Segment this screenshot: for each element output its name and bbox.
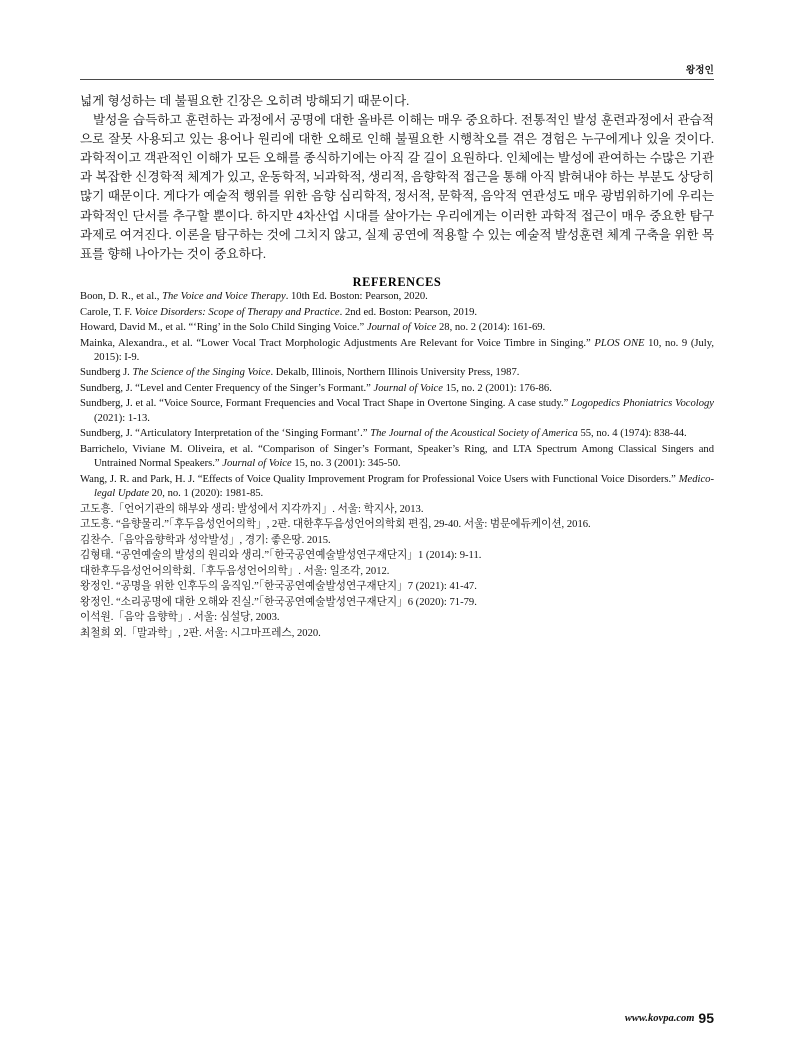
reference-text: Wang, J. R. and Park, H. J. “Effects of Voice Quality Improvement Program for Professional Voice Users with Functional Voice Disorders.” (80, 473, 679, 485)
reference-item (80, 397, 714, 426)
reference-text: 김형태. “공연예술의 발성의 원리와 생리.”「한국공연예술발성연구재단지」1 (2014): 9-11. (80, 550, 482, 562)
reference-text: 김찬수.「음악음향학과 성악발성」, 경기: 좋은땅. 2015. (80, 534, 331, 546)
reference-text: 대한후두음성언어의학회.「후두음성언어의학」. 서울: 일조각, 2012. (80, 565, 390, 577)
reference-text: Sundberg, J. “Articulatory Interpretation of the ‘Singing Formant’.” (80, 428, 371, 440)
reference-text: 10, no. 9 (July, 2015): I-9. (94, 337, 714, 363)
reference-item (80, 565, 714, 579)
reference-item (80, 518, 714, 532)
reference-text: 왕정인. “공명을 위한 인후두의 움직임.”「한국공연예술발성연구재단지」7 (2021): 41-47. (80, 581, 477, 593)
reference-item (80, 427, 714, 441)
reference-title-italic: The Journal of the Acoustical Society of America (370, 428, 578, 440)
reference-text: 55, no. 4 (1974): 838-44. (577, 428, 687, 440)
page-footer (80, 1009, 714, 1027)
page-header-author: 왕정인 (685, 65, 714, 76)
page-number: 95 (698, 1010, 714, 1027)
reference-title-italic: The Voice and Voice Therapy (162, 291, 286, 302)
reference-list (80, 290, 714, 642)
reference-item (80, 382, 714, 396)
reference-text: 28, no. 2 (2014): 161-69. (436, 322, 546, 333)
reference-text: (2021): 1-13. (94, 412, 150, 424)
reference-title-italic: Journal of Voice (366, 322, 437, 333)
reference-item (80, 321, 714, 335)
reference-text: Mainka, Alexandra., et al. “Lower Vocal Tract Morphologic Adjustments Are Relevant for Voice Timbre in Singing.” (80, 337, 595, 349)
reference-text: 이석원.「음악 음향학」. 서울: 심설당, 2003. (80, 612, 280, 624)
reference-item (80, 366, 714, 380)
body-paragraph: 넓게 형성하는 데 불필요한 긴장은 오히려 방해되기 때문이다. (80, 94, 410, 108)
reference-title-italic: Voice Disorders: Scope of Therapy and Practice (134, 306, 340, 318)
reference-text: 15, no. 2 (2001): 176-86. (442, 382, 552, 394)
reference-text: . Dekalb, Illinois, Northern Illinois University Press, 1987. (270, 367, 520, 379)
reference-item (80, 580, 714, 594)
reference-text: Boon, D. R., et al., (80, 291, 163, 302)
reference-title-italic: Logopedics Phoniatrics Vocology (571, 398, 714, 410)
reference-item (80, 549, 714, 563)
reference-text: Carole, T. F. (80, 306, 135, 318)
reference-text: Barrichelo, Viviane M. Oliveira, et al. “Comparison of Singer’s Formant, Speaker’s Ring, and LTA Spectrum Among Classical Singers and Untrained Normal Speakers.” (80, 443, 714, 470)
reference-text: 20, no. 1 (2020): 1981-85. (149, 488, 264, 500)
reference-title-italic: The Science of the Singing Voice (132, 367, 271, 379)
reference-title-italic: Medico-legal Update (94, 473, 714, 500)
reference-item (80, 306, 714, 320)
reference-text: 15, no. 3 (2001): 345-50. (291, 458, 401, 470)
reference-text: 고도흥.「언어기관의 해부와 생리: 발성에서 지각까지」. 서울: 학지사, 2013. (80, 503, 424, 515)
reference-item (80, 473, 714, 502)
reference-text: 왕정인. “소리공명에 대한 오해와 진실.”「한국공연예술발성연구재단지」6 (2020): 71-79. (80, 596, 477, 608)
reference-title-italic: Journal of Voice (373, 382, 443, 394)
body-text (80, 92, 714, 264)
reference-item (80, 290, 714, 304)
reference-item (80, 443, 714, 472)
reference-text: Sundberg, J. et al. “Voice Source, Formant Frequencies and Vocal Tract Shape in Overtone Singing. A case study.” (80, 398, 572, 410)
reference-item (80, 596, 714, 610)
reference-text: . 10th Ed. Boston: Pearson, 2020. (285, 291, 428, 302)
header-divider (80, 79, 714, 80)
reference-item (80, 627, 714, 641)
reference-text: Sundberg, J. “Level and Center Frequency of the Singer’s Formant.” (80, 382, 374, 394)
reference-item (80, 503, 714, 517)
reference-text: 고도흥. “음향물리.”「후두음성언어의학」, 2판. 대한후두음성언어의학회 편집, 29-40. 서울: 범문에듀케이션, 2016. (80, 519, 591, 531)
body-paragraph: 발성을 습득하고 훈련하는 과정에서 공명에 대한 올바른 이해는 매우 중요하다. 전통적인 발성 훈련과정에서 관습적으로 잘못 사용되고 있는 용어나 원리에 대한 오해로 인해 불필요한 시행착오를 겪은 경험은 누구에게나 있을 것이다. 과학적이고 객관적인 이해가 모든 오해를 종식하기에는 아직 갈 길이 요원하다. 인체에는 발성에 관여하는 수많은 기관과 복잡한 신경학적 체계가 있고, 운동학적, 뇌과학적, 생리적, 음향학적 접근을 통해 아직 밝혀내야 하는 부분도 상당히 많기 때문이다. 게다가 예술적 행위를 위한 음향 심리학적, 정서적, 문학적, 음악적 연관성도 매우 광범위하기에 우리는 과학적인 단서를 추구할 뿐이다. 하지만 4차산업 시대를 살아가는 우리에게는 이러한 과학적 접근이 매우 중요한 탐구과제로 여겨진다. 이론을 탐구하는 것에 그치지 않고, 실제 공연에 적용할 수 있는 예술적 발성훈련 체계 구축을 위한 목표를 향해 나아가는 것이 중요하다. (80, 113, 714, 261)
reference-text: . 2nd ed. Boston: Pearson, 2019. (339, 306, 478, 318)
reference-title-italic: Journal of Voice (222, 458, 292, 470)
references-heading: REFERENCES (352, 275, 442, 289)
reference-text: Howard, David M., et al. “‘Ring’ in the Solo Child Singing Voice.” (80, 322, 367, 333)
reference-item (80, 611, 714, 625)
reference-text: Sundberg J. (80, 367, 133, 379)
reference-title-italic: PLOS ONE (594, 337, 645, 349)
footer-site-url: www.kovpa.com (624, 1012, 695, 1024)
reference-text: 최철희 외.「말과학」, 2판. 서울: 시그마프레스, 2020. (80, 627, 321, 639)
reference-item (80, 337, 714, 366)
reference-item (80, 534, 714, 548)
